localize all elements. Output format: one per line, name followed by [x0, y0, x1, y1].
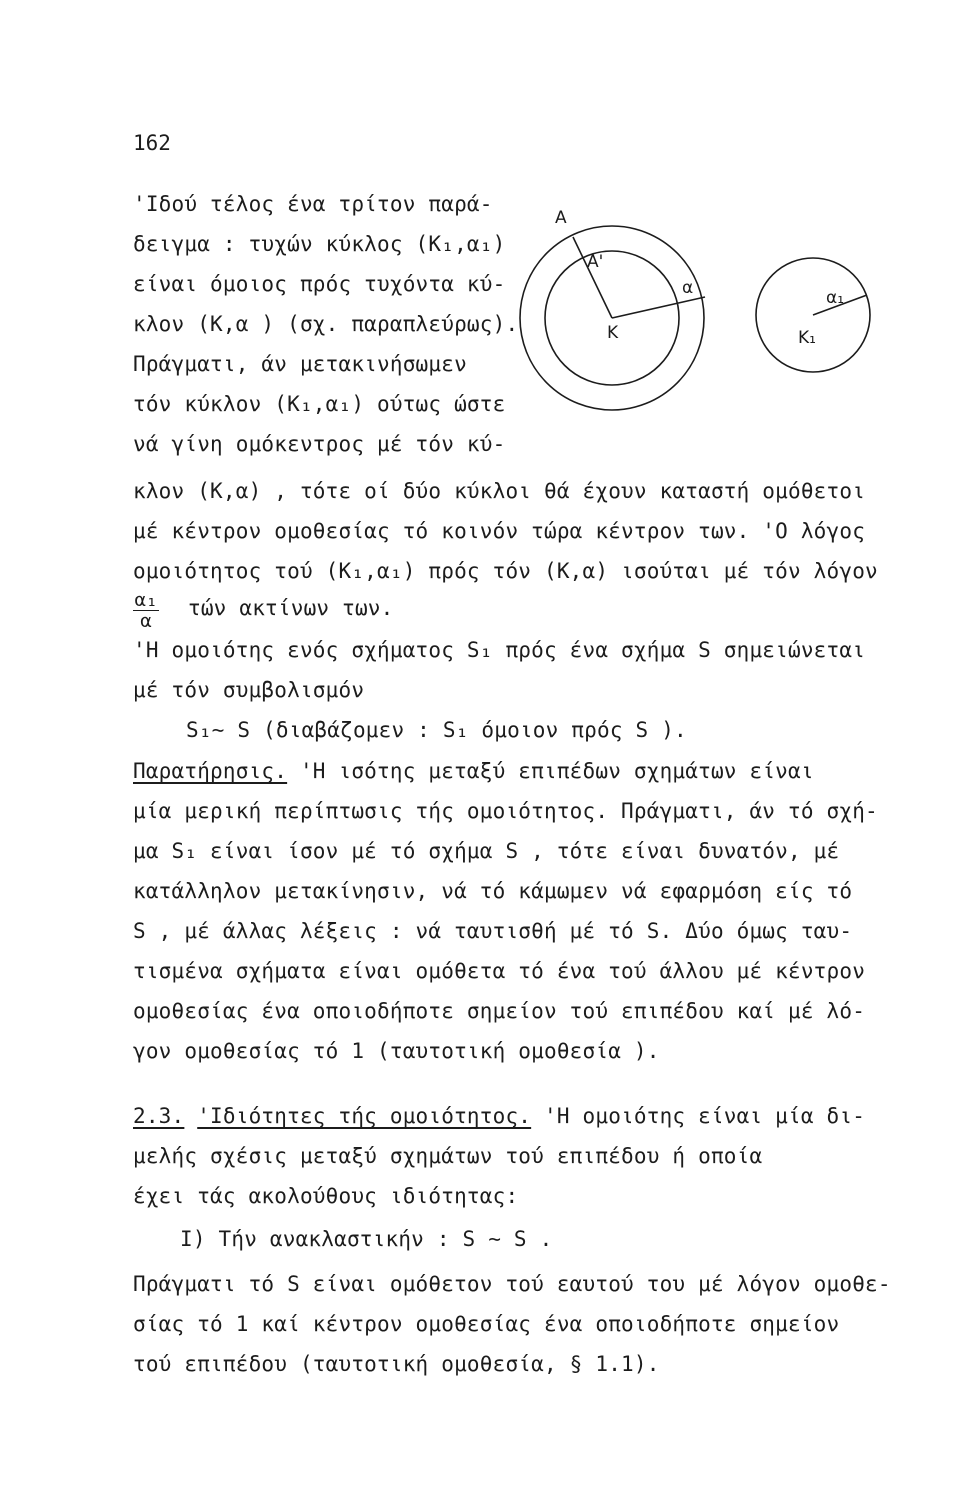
- property-1-line: I) Τήν ανακλαστικήν : S ∼ S .: [180, 1227, 553, 1251]
- text-line: μα S₁ είναι ίσον μέ τό σχήμα S , τότε είναι δυνατόν, μέ: [133, 839, 840, 863]
- text-line: S , μέ άλλας λέξεις : νά ταυτισθή μέ τό S. Δύο όμως ταυ-: [133, 919, 853, 943]
- label-alpha: α: [682, 278, 694, 298]
- text-line: Πράγματι τό S είναι ομόθετον τού εαυτού του μέ λόγον ομοθε-: [133, 1272, 891, 1296]
- fraction-numerator: α₁: [134, 589, 158, 611]
- fraction: [133, 590, 159, 631]
- section-title: 'Ιδιότητες τής ομοιότητος.: [197, 1104, 532, 1128]
- text-line: μέ κέντρον ομοθεσίας τό κοινόν τώρα κέντρον των. 'Ο λόγος: [133, 519, 866, 543]
- section-first-line-text: 'Η ομοιότης είναι μία δι-: [531, 1104, 866, 1128]
- text-line: μία μερική περίπτωσις τής ομοιότητος. Πράγματι, άν τό σχή-: [133, 799, 878, 823]
- text-line: σίας τό 1 καί κέντρον ομοθεσίας ένα οποιοδήποτε σημείον: [133, 1312, 840, 1336]
- text-line: κλον (K,α) , τότε οί δύο κύκλοι θά έχουν καταστή ομόθετοι: [133, 479, 866, 503]
- notation-line: S₁∼ S (διαβάζομεν : S₁ όμοιον πρός S ).: [186, 718, 687, 742]
- label-k: K: [607, 323, 619, 343]
- text-line: Πράγματι, άν μετακινήσωμεν: [133, 352, 467, 376]
- text-line: κλον (K,α ) (σχ. παραπλεύρως).: [133, 312, 519, 336]
- text-line: τισμένα σχήματα είναι ομόθετα τό ένα τού άλλου μέ κέντρον: [133, 959, 866, 983]
- radius-line-a: [573, 237, 612, 318]
- section-number: 2.3.: [133, 1104, 185, 1128]
- text-line: είναι όμοιος πρός τυχόντα κύ-: [133, 272, 506, 296]
- label-a-prime: A': [587, 252, 604, 272]
- text-line: 'Η ομοιότης ενός σχήματος S₁ πρός ένα σχήμα S σημειώνεται: [133, 638, 866, 662]
- remark-heading: Παρατήρησις.: [133, 759, 288, 783]
- text-line: 'Ιδού τέλος ένα τρίτον παρά-: [133, 192, 493, 216]
- text-line: έχει τάς ακολούθους ιδιότητας:: [133, 1184, 519, 1208]
- text-line: τόν κύκλον (K₁,α₁) ούτως ώστε: [133, 392, 506, 416]
- text-line: μέ τόν συμβολισμόν: [133, 678, 365, 702]
- text-line: κατάλληλον μετακίνησιν, νά τό κάμωμεν νά εφαρμόση είς τό: [133, 879, 853, 903]
- remark-first-line-text: 'Η ισότης μεταξύ επιπέδων σχημάτων είναι: [287, 759, 814, 783]
- label-a: A: [555, 208, 567, 228]
- text-line: τών ακτίνων των.: [188, 596, 394, 620]
- remark-first-line: [133, 757, 814, 785]
- radius-line-alpha: [612, 297, 705, 318]
- text-line: νά γίνη ομόκεντρος μέ τόν κύ-: [133, 432, 506, 456]
- circles-figure: [515, 205, 885, 415]
- text-line: τού επιπέδου (ταυτοτική ομοθεσία, § 1.1).: [133, 1352, 660, 1376]
- text-line: ομοθεσίας ένα οποιοδήποτε σημείον τού επιπέδου καί μέ λό-: [133, 999, 866, 1023]
- label-alpha1: α₁: [826, 288, 845, 308]
- fraction-denominator: α: [140, 610, 152, 632]
- label-k1: K₁: [798, 328, 816, 348]
- page-number: 162: [133, 131, 171, 155]
- text-line: γον ομοθεσίας τό 1 (ταυτοτική ομοθεσία ).: [133, 1039, 660, 1063]
- text-line: ομοιότητος τού (K₁,α₁) πρός τόν (K,α) ισούται μέ τόν λόγον: [133, 559, 878, 583]
- section-first-line: [133, 1102, 865, 1130]
- text-line: μελής σχέσις μεταξύ σχημάτων τού επιπέδου ή οποία: [133, 1144, 763, 1168]
- text-line: δειγμα : τυχών κύκλος (K₁,α₁): [133, 232, 506, 256]
